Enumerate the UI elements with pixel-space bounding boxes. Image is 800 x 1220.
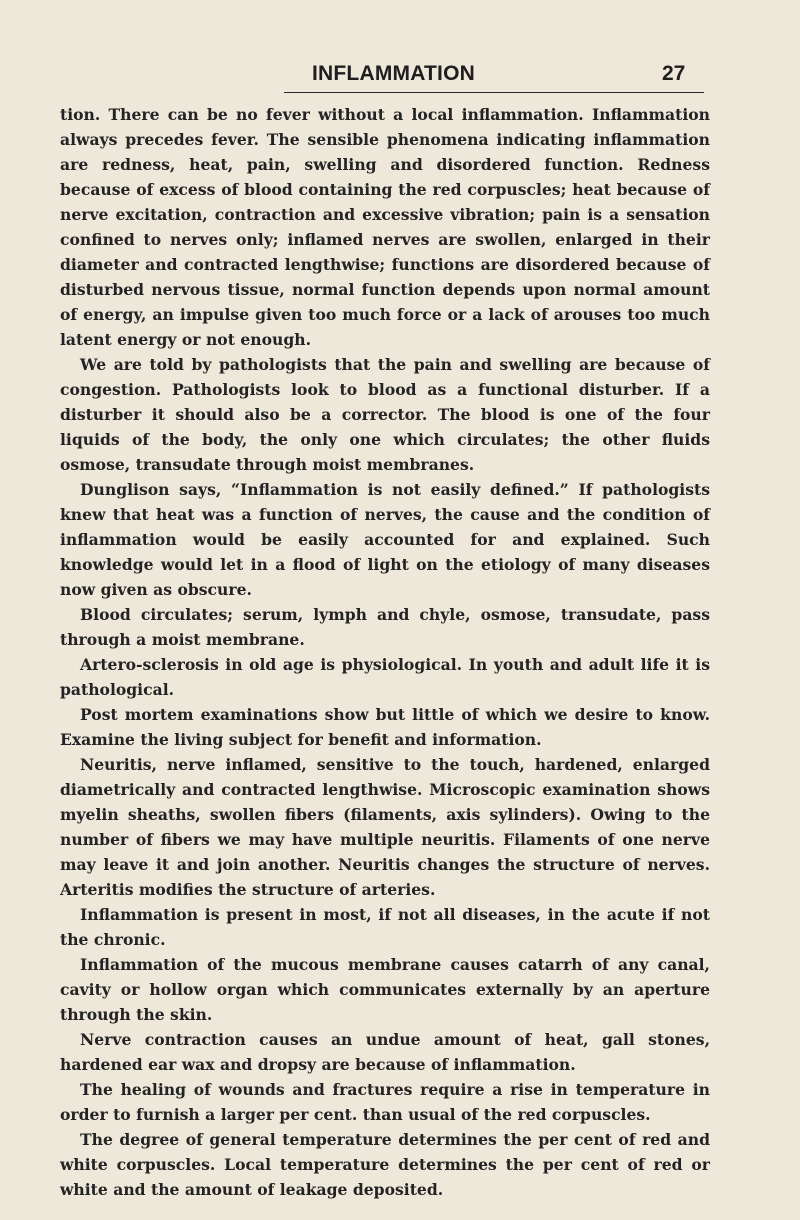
paragraph: The degree of general temperature determines the per cent of red and white corpuscles. Local temperature determines the per cent of red or white and the amount of leakage deposited. bbox=[60, 1130, 710, 1199]
paragraph: Blood circulates; serum, lymph and chyle, osmose, transudate, pass through a moist membrane. bbox=[60, 605, 710, 649]
paragraph: The healing of wounds and fractures require a rise in temperature in order to furnish a larger per cent. than usual of the red corpuscles. bbox=[60, 1080, 710, 1124]
paragraph: Inflammation of the mucous membrane causes catarrh of any canal, cavity or hollow organ which communicates externally by an aperture through the skin. bbox=[60, 955, 710, 1024]
running-head bbox=[284, 62, 704, 93]
body-text bbox=[60, 102, 710, 1202]
page-number: 27 bbox=[662, 62, 686, 85]
paragraph: Nerve contraction causes an undue amount of heat, gall stones, hardened ear wax and dropsy are because of inflammation. bbox=[60, 1030, 710, 1074]
paragraph: Neuritis, nerve inflamed, sensitive to the touch, hardened, enlarged diametrically and contracted lengthwise. Microscopic examination shows myelin sheaths, swollen fibers (filaments, axis sylinders). Owing to the number of fibers we may have multiple neuritis. Filaments of one nerve may leave it and join another. Neuritis changes the structure of nerves. Arteritis modifies the structure of arteries. bbox=[60, 755, 710, 899]
paragraph: We are told by pathologists that the pain and swelling are because of congestion. Pathologists look to blood as a functional disturber. If a disturber it should also be a corrector. The blood is one of the four liquids of the body, the only one which circulates; the other fluids osmose, transudate through moist membranes. bbox=[60, 355, 710, 474]
paragraph: Post mortem examinations show but little of which we desire to know. Examine the living subject for benefit and information. bbox=[60, 705, 710, 749]
paragraph: Artero-sclerosis in old age is physiological. In youth and adult life it is pathological. bbox=[60, 655, 710, 699]
chapter-title: INFLAMMATION bbox=[312, 62, 475, 85]
paragraph: Dunglison says, “Inflammation is not easily defined.” If pathologists knew that heat was a function of nerves, the cause and the condition of inflammation would be easily accounted for and explained. Such knowledge would let in a flood of light on the etiology of many diseases now given as obscure. bbox=[60, 480, 710, 599]
paragraph: tion. There can be no fever without a local inflammation. Inflammation always precedes fever. The sensible phenomena indicating inflammation are redness, heat, pain, swelling and disordered function. Redness because of excess of blood containing the red corpuscles; heat because of nerve excitation, contraction and excessive vibration; pain is a sensation confined to nerves only; inflamed nerves are swollen, enlarged in their diameter and contracted lengthwise; functions are disordered because of disturbed nervous tissue, normal function depends upon normal amount of energy, an impulse given too much force or a lack of arouses too much latent energy or not enough. bbox=[60, 105, 710, 349]
paragraph: Inflammation is present in most, if not all diseases, in the acute if not the chronic. bbox=[60, 905, 710, 949]
